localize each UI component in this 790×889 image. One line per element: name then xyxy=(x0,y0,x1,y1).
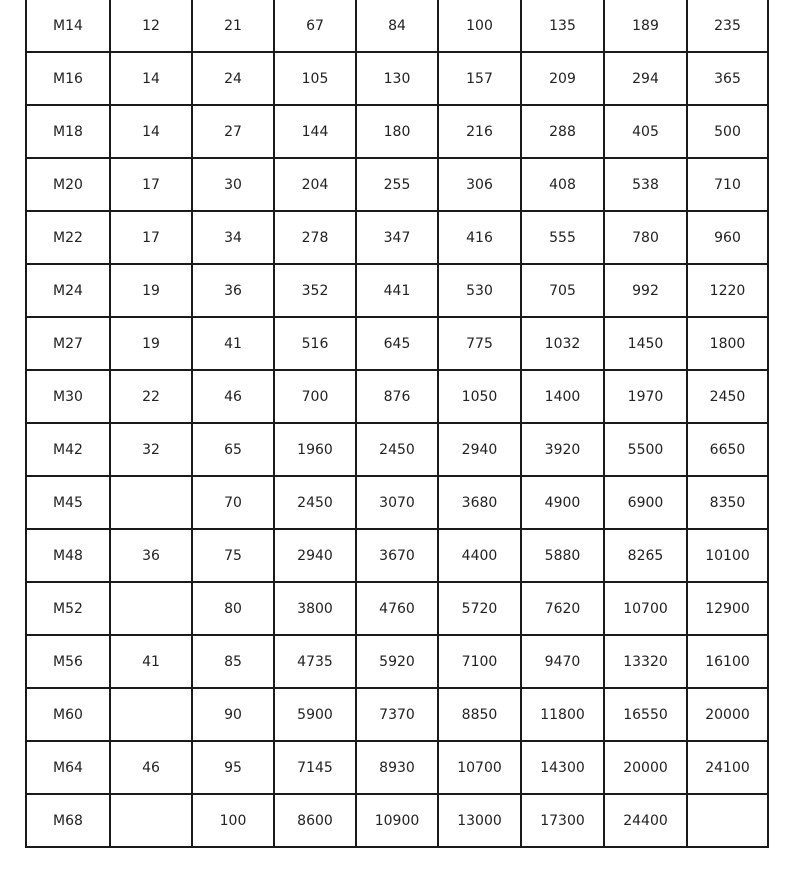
table-cell: 2450 xyxy=(687,370,768,423)
table-cell: 4760 xyxy=(356,582,438,635)
table-cell: 441 xyxy=(356,264,438,317)
table-cell: 70 xyxy=(192,476,274,529)
table-cell: 6650 xyxy=(687,423,768,476)
table-cell: 7620 xyxy=(521,582,604,635)
table-cell: 5720 xyxy=(438,582,521,635)
table-cell: 405 xyxy=(604,105,687,158)
table-cell: 8600 xyxy=(274,794,356,847)
table-cell: 1050 xyxy=(438,370,521,423)
thread-size-cell: M52 xyxy=(26,582,110,635)
table-row xyxy=(26,317,768,370)
table-cell: 5920 xyxy=(356,635,438,688)
table-cell: 7100 xyxy=(438,635,521,688)
table-cell: 4900 xyxy=(521,476,604,529)
table-row xyxy=(26,635,768,688)
table-cell: 2450 xyxy=(356,423,438,476)
table-row xyxy=(26,0,768,52)
table-cell: 85 xyxy=(192,635,274,688)
table-cell: 1220 xyxy=(687,264,768,317)
table-cell: 100 xyxy=(438,0,521,52)
table-cell: 13000 xyxy=(438,794,521,847)
table-cell: 16550 xyxy=(604,688,687,741)
table-cell: 1032 xyxy=(521,317,604,370)
table-cell xyxy=(687,794,768,847)
table-cell: 775 xyxy=(438,317,521,370)
table-cell: 992 xyxy=(604,264,687,317)
table-cell: 876 xyxy=(356,370,438,423)
table-cell: 278 xyxy=(274,211,356,264)
table-cell: 21 xyxy=(192,0,274,52)
table-cell xyxy=(110,582,192,635)
table-cell: 41 xyxy=(110,635,192,688)
thread-size-cell: M48 xyxy=(26,529,110,582)
table-cell: 7370 xyxy=(356,688,438,741)
table-cell: 8350 xyxy=(687,476,768,529)
thread-size-cell: M20 xyxy=(26,158,110,211)
table-cell xyxy=(110,794,192,847)
table-cell: 22 xyxy=(110,370,192,423)
table-cell: 710 xyxy=(687,158,768,211)
table-cell: 135 xyxy=(521,0,604,52)
table-cell: 157 xyxy=(438,52,521,105)
thread-size-cell: M42 xyxy=(26,423,110,476)
table-cell: 5900 xyxy=(274,688,356,741)
table-cell: 2940 xyxy=(438,423,521,476)
table-cell: 189 xyxy=(604,0,687,52)
table-cell: 46 xyxy=(110,741,192,794)
table-cell: 3670 xyxy=(356,529,438,582)
table-cell: 84 xyxy=(356,0,438,52)
table-cell: 255 xyxy=(356,158,438,211)
table-cell: 5500 xyxy=(604,423,687,476)
table-body xyxy=(26,0,768,847)
table-row xyxy=(26,688,768,741)
table-cell: 209 xyxy=(521,52,604,105)
table-row xyxy=(26,264,768,317)
table-cell: 3070 xyxy=(356,476,438,529)
table-cell: 13320 xyxy=(604,635,687,688)
table-cell: 365 xyxy=(687,52,768,105)
thread-size-cell: M68 xyxy=(26,794,110,847)
table-cell: 705 xyxy=(521,264,604,317)
thread-size-cell: M18 xyxy=(26,105,110,158)
table-cell: 67 xyxy=(274,0,356,52)
table-cell: 700 xyxy=(274,370,356,423)
table-cell: 1960 xyxy=(274,423,356,476)
thread-size-cell: M27 xyxy=(26,317,110,370)
table-cell: 3680 xyxy=(438,476,521,529)
table-cell: 8265 xyxy=(604,529,687,582)
table-row xyxy=(26,794,768,847)
table-row xyxy=(26,105,768,158)
table-cell: 1400 xyxy=(521,370,604,423)
table-cell: 204 xyxy=(274,158,356,211)
table-cell: 408 xyxy=(521,158,604,211)
table-cell: 130 xyxy=(356,52,438,105)
table-cell: 347 xyxy=(356,211,438,264)
table-cell: 306 xyxy=(438,158,521,211)
table-cell: 538 xyxy=(604,158,687,211)
table-cell: 100 xyxy=(192,794,274,847)
table-cell: 14300 xyxy=(521,741,604,794)
table-cell: 8850 xyxy=(438,688,521,741)
table-cell: 3920 xyxy=(521,423,604,476)
table-cell: 17300 xyxy=(521,794,604,847)
table-cell xyxy=(110,476,192,529)
thread-size-cell: M14 xyxy=(26,0,110,52)
table-cell: 235 xyxy=(687,0,768,52)
table-cell: 36 xyxy=(110,529,192,582)
table-cell: 1450 xyxy=(604,317,687,370)
table-cell: 9470 xyxy=(521,635,604,688)
thread-size-cell: M45 xyxy=(26,476,110,529)
table-cell: 8930 xyxy=(356,741,438,794)
thread-size-cell: M56 xyxy=(26,635,110,688)
table-cell: 24100 xyxy=(687,741,768,794)
thread-size-cell: M24 xyxy=(26,264,110,317)
table-cell: 16100 xyxy=(687,635,768,688)
table-cell: 10700 xyxy=(438,741,521,794)
table-cell: 12900 xyxy=(687,582,768,635)
table-cell: 3800 xyxy=(274,582,356,635)
table-cell: 75 xyxy=(192,529,274,582)
bolt-torque-table xyxy=(25,0,769,848)
table-cell: 144 xyxy=(274,105,356,158)
table-cell: 14 xyxy=(110,52,192,105)
table-cell: 216 xyxy=(438,105,521,158)
table-cell: 11800 xyxy=(521,688,604,741)
table-cell: 12 xyxy=(110,0,192,52)
table-cell: 41 xyxy=(192,317,274,370)
table-cell: 10100 xyxy=(687,529,768,582)
thread-size-cell: M60 xyxy=(26,688,110,741)
table-row xyxy=(26,370,768,423)
table-cell: 90 xyxy=(192,688,274,741)
table-cell: 10900 xyxy=(356,794,438,847)
table-cell: 2940 xyxy=(274,529,356,582)
table-cell: 7145 xyxy=(274,741,356,794)
table-cell: 30 xyxy=(192,158,274,211)
table-row xyxy=(26,741,768,794)
table-cell: 17 xyxy=(110,158,192,211)
table-row xyxy=(26,582,768,635)
table-row xyxy=(26,423,768,476)
table-cell: 416 xyxy=(438,211,521,264)
table-cell: 555 xyxy=(521,211,604,264)
table-cell: 46 xyxy=(192,370,274,423)
table-cell: 294 xyxy=(604,52,687,105)
table-row xyxy=(26,476,768,529)
table-cell: 20000 xyxy=(604,741,687,794)
table-cell: 10700 xyxy=(604,582,687,635)
table-cell: 180 xyxy=(356,105,438,158)
table-cell: 352 xyxy=(274,264,356,317)
table-cell: 2450 xyxy=(274,476,356,529)
table-cell: 14 xyxy=(110,105,192,158)
table-row xyxy=(26,52,768,105)
table-cell: 20000 xyxy=(687,688,768,741)
table-row xyxy=(26,529,768,582)
thread-size-cell: M16 xyxy=(26,52,110,105)
table-cell: 1970 xyxy=(604,370,687,423)
table-cell: 4400 xyxy=(438,529,521,582)
table-cell: 34 xyxy=(192,211,274,264)
table-cell: 4735 xyxy=(274,635,356,688)
table-cell: 516 xyxy=(274,317,356,370)
thread-size-cell: M22 xyxy=(26,211,110,264)
table-cell: 24 xyxy=(192,52,274,105)
table-cell: 32 xyxy=(110,423,192,476)
table-cell: 530 xyxy=(438,264,521,317)
table-row xyxy=(26,158,768,211)
table-cell: 19 xyxy=(110,264,192,317)
table-cell xyxy=(110,688,192,741)
table-cell: 6900 xyxy=(604,476,687,529)
thread-size-cell: M30 xyxy=(26,370,110,423)
table-cell: 780 xyxy=(604,211,687,264)
table-cell: 95 xyxy=(192,741,274,794)
table-cell: 65 xyxy=(192,423,274,476)
table-cell: 500 xyxy=(687,105,768,158)
thread-size-cell: M64 xyxy=(26,741,110,794)
table-cell: 5880 xyxy=(521,529,604,582)
bolt-torque-table-container xyxy=(25,0,769,848)
table-cell: 105 xyxy=(274,52,356,105)
table-cell: 36 xyxy=(192,264,274,317)
table-row xyxy=(26,211,768,264)
table-cell: 645 xyxy=(356,317,438,370)
table-cell: 24400 xyxy=(604,794,687,847)
table-cell: 17 xyxy=(110,211,192,264)
table-cell: 288 xyxy=(521,105,604,158)
table-cell: 19 xyxy=(110,317,192,370)
table-cell: 960 xyxy=(687,211,768,264)
table-cell: 80 xyxy=(192,582,274,635)
table-cell: 1800 xyxy=(687,317,768,370)
table-cell: 27 xyxy=(192,105,274,158)
